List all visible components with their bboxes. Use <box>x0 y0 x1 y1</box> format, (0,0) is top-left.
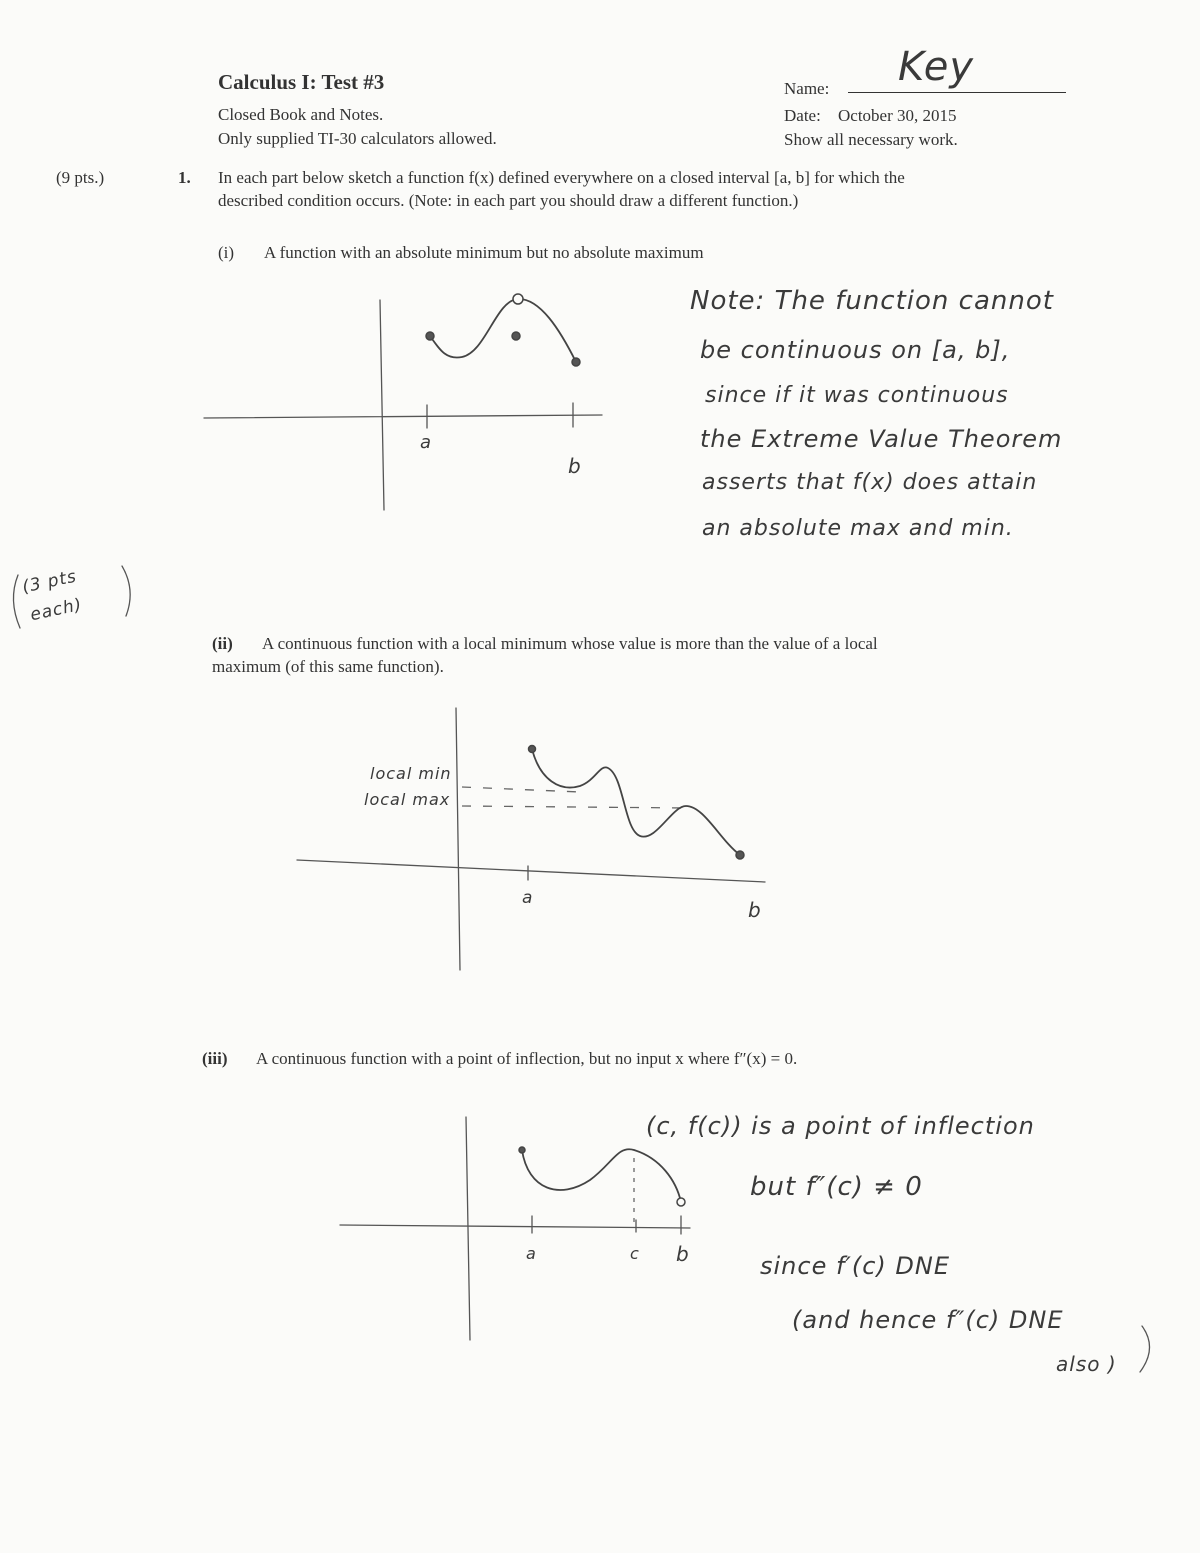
part-iii-note-line3: since f′(c) DNE <box>760 1252 951 1280</box>
part-i-curve <box>430 299 576 362</box>
part-i-hole <box>513 294 523 304</box>
part-iii-note-paren <box>1140 1326 1150 1372</box>
part-i-note-line3: since if it was continuous <box>705 383 1009 408</box>
part-i-label-b: b <box>568 454 582 478</box>
part-ii-local-max-dash <box>462 806 690 808</box>
problem-text-line1: In each part below sketch a function f(x) defined everywhere on a closed interval [a, b] for which the <box>218 168 905 187</box>
part-iii-curve <box>522 1149 681 1202</box>
part-ii-left-endpoint <box>529 746 536 753</box>
margin-paren-left <box>13 575 20 628</box>
part-ii-curve <box>532 749 740 855</box>
part-ii-label-b: b <box>748 898 762 922</box>
problem-text-line2: described condition occurs. (Note: in each part you should draw a different function.) <box>218 191 799 210</box>
name-label: Name: <box>784 79 830 98</box>
calculator-line: Only supplied TI-30 calculators allowed. <box>218 129 497 148</box>
part-i-note-line6: an absolute max and min. <box>702 516 1014 541</box>
name-value: Key <box>898 44 975 90</box>
part-iii-label-c: c <box>630 1244 640 1263</box>
margin-note-line1: (3 pts <box>20 566 79 598</box>
part-ii-local-min-dash <box>462 787 580 792</box>
date-value: October 30, 2015 <box>838 106 957 125</box>
part-i-note-line5: asserts that f(x) does attain <box>702 470 1038 495</box>
part-iii-text: A continuous function with a point of inflection, but no input x where f″(x) = 0. <box>256 1049 798 1068</box>
part-iii-note-line2: but f″(c) ≠ 0 <box>750 1172 923 1202</box>
part-ii-local-min-label: local min <box>370 764 452 783</box>
part-i-right-endpoint <box>572 358 580 366</box>
part-iii-left-endpoint <box>519 1147 525 1153</box>
part-iii-note-line4: (and hence f″(c) DNE <box>792 1306 1064 1334</box>
part-ii-text-line2: maximum (of this same function). <box>212 657 444 676</box>
problem-points: (9 pts.) <box>56 168 105 187</box>
part-iii-note-line5: also ) <box>1056 1352 1117 1376</box>
part-i-x-axis <box>204 415 602 418</box>
part-ii-right-endpoint <box>736 851 744 859</box>
part-iii-y-axis <box>466 1117 470 1340</box>
part-ii-label-a: a <box>522 888 534 908</box>
part-iii-note-line1: (c, f(c)) is a point of inflection <box>646 1112 1035 1140</box>
date-label: Date: <box>784 106 821 125</box>
part-ii-graph <box>297 708 765 970</box>
part-i-left-endpoint <box>426 332 434 340</box>
part-iii-right-endpoint <box>677 1198 685 1206</box>
part-i-label: (i) <box>218 243 235 262</box>
closed-book-line: Closed Book and Notes. <box>218 105 384 124</box>
part-i-y-axis <box>380 300 384 510</box>
part-iii-x-axis <box>340 1225 690 1228</box>
part-iii-label-b: b <box>676 1242 690 1266</box>
part-iii-label: (iii) <box>202 1049 228 1068</box>
part-ii-label: (ii) <box>212 634 233 653</box>
part-i-graph <box>204 294 602 510</box>
part-i-note-line4: the Extreme Value Theorem <box>700 425 1063 453</box>
part-i-text: A function with an absolute minimum but no absolute maximum <box>264 243 704 262</box>
part-i-isolated-point <box>512 332 520 340</box>
show-work-instruction: Show all necessary work. <box>784 130 958 149</box>
test-title: Calculus I: Test #3 <box>218 70 385 94</box>
part-i-label-a: a <box>420 432 433 453</box>
part-ii-y-axis <box>456 708 460 970</box>
problem-number: 1. <box>178 168 191 187</box>
part-ii-local-max-label: local max <box>364 790 451 809</box>
part-ii-x-axis <box>297 860 765 882</box>
part-ii-text-line1: A continuous function with a local minimum whose value is more than the value of a local <box>262 634 878 653</box>
margin-paren-right <box>122 566 130 616</box>
part-iii-label-a: a <box>526 1244 537 1263</box>
part-i-note-line2: be continuous on [a, b], <box>700 336 1011 364</box>
margin-note-line2: each) <box>28 594 85 626</box>
part-i-note-line1: Note: The function cannot <box>690 286 1054 316</box>
part-iii-graph <box>340 1117 690 1340</box>
